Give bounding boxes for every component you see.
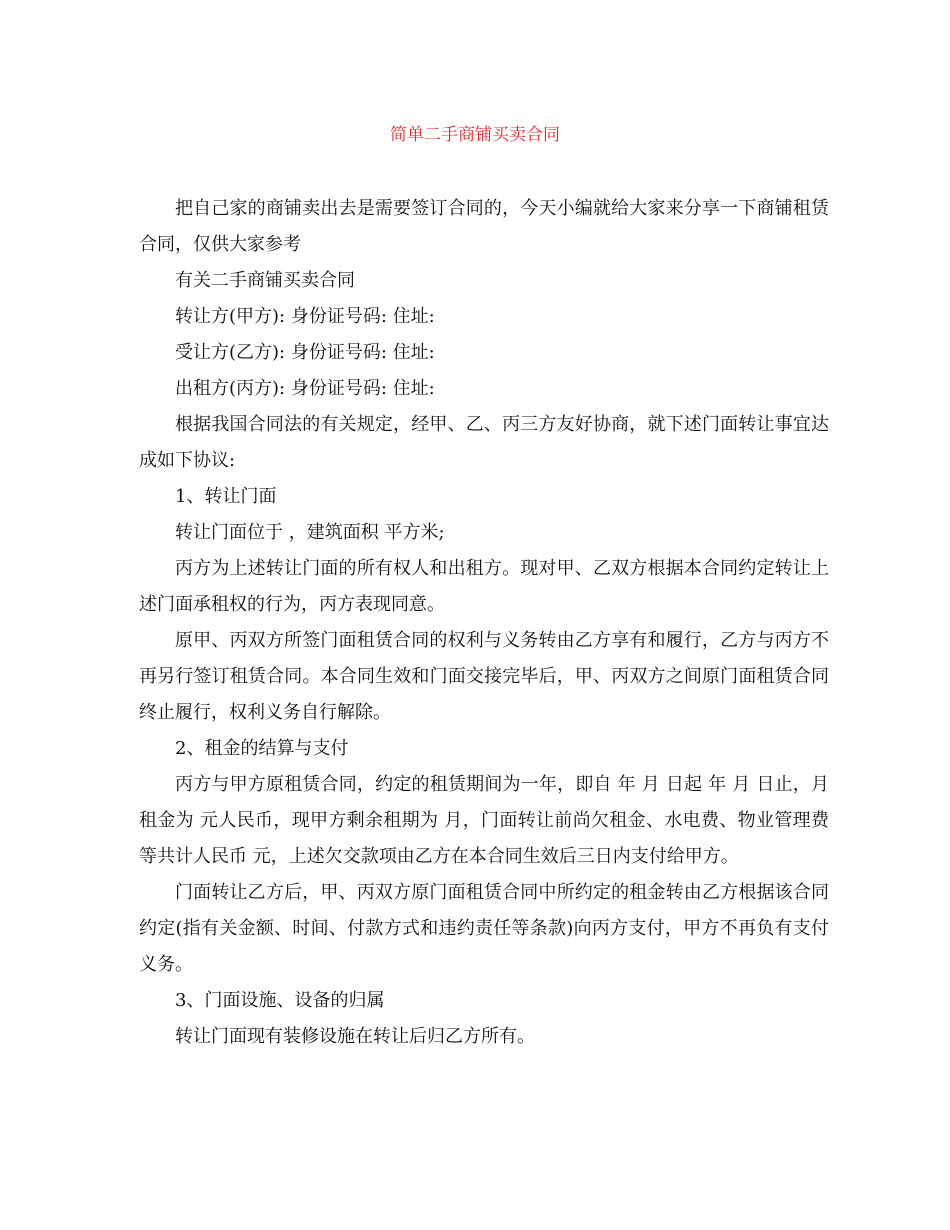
paragraph-lessor-consent: 丙方为上述转让门面的所有权人和出租方。现对甲、乙双方根据本合同约定转让上述门面承租权的行为，丙方表现同意。 [139,558,829,615]
section-heading-3: 3、门面设施、设备的归属 [175,990,385,1011]
paragraph-rent-settlement: 丙方与甲方原租赁合同，约定的租赁期间为一年，即自 年 月 日起 年 月 日止，月租金为 元人民币，现甲方剩余租期为 月，门面转让前尚欠租金、水电费、物业管理费等共计人民币 元，上述欠交款项由乙方在本合同生效后三日内支付给甲方。 [139,774,829,867]
party-transferee: 受让方(乙方): 身份证号码: 住址: [175,342,435,363]
paragraph-facilities: 转让门面现有装修设施在转让后归乙方所有。 [175,1026,535,1047]
party-lessor: 出租方(丙方): 身份证号码: 住址: [175,378,435,399]
document-title: 简单二手商铺买卖合同 [390,125,560,145]
party-transferor: 转让方(甲方): 身份证号码: 住址: [175,306,435,327]
paragraph-location: 转让门面位于 ，建筑面积 平方米; [175,522,445,543]
paragraph-subtitle: 有关二手商铺买卖合同 [175,270,355,291]
paragraph-intro: 把自己家的商铺卖出去是需要签订合同的，今天小编就给大家来分享一下商铺租赁合同，仅供大家参考 [139,198,829,255]
section-heading-2: 2、租金的结算与支付 [175,738,349,759]
paragraph-rent-payment: 门面转让乙方后，甲、丙双方原门面租赁合同中所约定的租金转由乙方根据该合同约定(指有关金额、时间、付款方式和违约责任等条款)向丙方支付，甲方不再负有支付义务。 [139,882,829,975]
document-body [139,191,829,1055]
paragraph-rights-transfer: 原甲、丙双方所签门面租赁合同的权利与义务转由乙方享有和履行，乙方与丙方不再另行签订租赁合同。本合同生效和门面交接完毕后，甲、丙双方之间原门面租赁合同终止履行，权利义务自行解除。 [139,630,829,723]
paragraph-agreement-basis: 根据我国合同法的有关规定，经甲、乙、丙三方友好协商，就下述门面转让事宜达成如下协议: [139,414,829,471]
section-heading-1: 1、转让门面 [175,486,277,507]
